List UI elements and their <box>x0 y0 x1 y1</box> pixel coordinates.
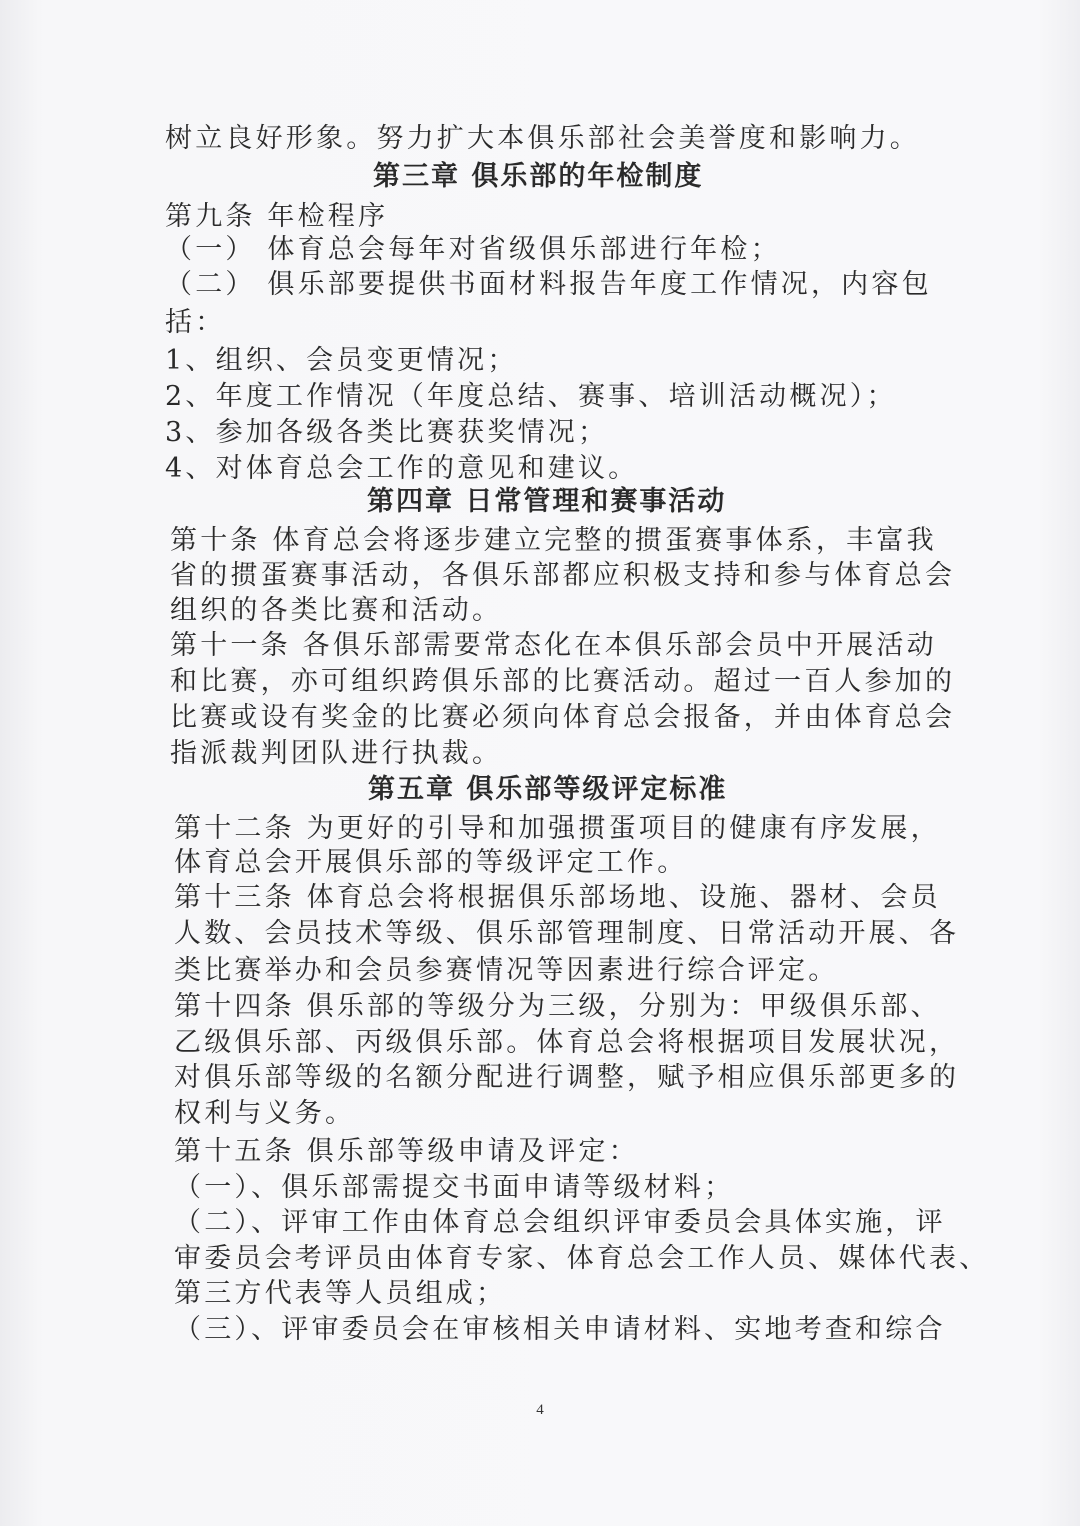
chapter5-line: 第十四条 俱乐部的等级分为三级，分别为：甲级俱乐部、 <box>174 991 941 1022</box>
chapter5-line: （一）、俱乐部需提交书面申请等级材料； <box>174 1172 735 1203</box>
chapter5-line: 权利与义务。 <box>174 1098 356 1129</box>
chapter5-line: 体育总会开展俱乐部的等级评定工作。 <box>174 847 688 878</box>
chapter3-line: 2、年度工作情况（年度总结、赛事、培训活动概况）； <box>165 381 897 412</box>
chapter4-line: 比赛或设有奖金的比赛必须向体育总会报备，并由体育总会 <box>170 702 956 733</box>
chapter4-line: 组织的各类比赛和活动。 <box>170 595 503 626</box>
chapter4-line: 和比赛，亦可组织跨俱乐部的比赛活动。超过一百人参加的 <box>170 666 956 697</box>
intro-line: 树立良好形象。努力扩大本俱乐部社会美誉度和影响力。 <box>165 123 920 154</box>
chapter5-line: 第十五条 俱乐部等级申请及评定： <box>174 1136 639 1167</box>
chapter4-line: 第十条 体育总会将逐步建立完整的掼蛋赛事体系，丰富我 <box>170 525 937 556</box>
chapter3-title: 第三章 俱乐部的年检制度 <box>373 161 704 192</box>
chapter3-line: 3、参加各级各类比赛获奖情况； <box>165 417 609 448</box>
chapter3-line: 1、组织、会员变更情况； <box>165 345 518 376</box>
chapter5-title: 第五章 俱乐部等级评定标准 <box>368 774 728 805</box>
chapter3-line: 括： <box>165 307 226 338</box>
chapter5-line: 乙级俱乐部、丙级俱乐部。体育总会将根据项目发展状况， <box>174 1027 960 1058</box>
chapter5-line: （三）、评审委员会在审核相关申请材料、实地考查和综合 <box>174 1314 946 1345</box>
chapter4-title: 第四章 日常管理和赛事活动 <box>367 486 727 517</box>
chapter4-line: 第十一条 各俱乐部需要常态化在本俱乐部会员中开展活动 <box>170 630 937 661</box>
chapter5-line: 对俱乐部等级的名额分配进行调整，赋予相应俱乐部更多的 <box>174 1062 960 1093</box>
chapter5-line: 第十二条 为更好的引导和加强掼蛋项目的健康有序发展， <box>174 813 941 844</box>
chapter5-line: （二）、评审工作由体育总会组织评审委员会具体实施，评 <box>174 1207 946 1238</box>
chapter3-line: （二） 俱乐部要提供书面材料报告年度工作情况，内容包 <box>165 269 932 300</box>
chapter5-line: 第十三条 体育总会将根据俱乐部场地、设施、器材、会员 <box>174 882 941 913</box>
page-number: 4 <box>536 1402 544 1418</box>
chapter4-line: 指派裁判团队进行执裁。 <box>170 738 503 769</box>
chapter4-line: 省的掼蛋赛事活动，各俱乐部都应积极支持和参与体育总会 <box>170 560 956 591</box>
chapter3-line: 第九条 年检程序 <box>165 201 389 232</box>
chapter3-line: 4、对体育总会工作的意见和建议。 <box>165 453 639 484</box>
chapter5-line: 第三方代表等人员组成； <box>174 1278 507 1309</box>
chapter3-line: （一） 体育总会每年对省级俱乐部进行年检； <box>165 234 781 265</box>
chapter5-line: 类比赛举办和会员参赛情况等因素进行综合评定。 <box>174 955 839 986</box>
chapter5-line: 人数、会员技术等级、俱乐部管理制度、日常活动开展、各 <box>174 918 960 949</box>
chapter5-line: 审委员会考评员由体育专家、体育总会工作人员、媒体代表、 <box>174 1243 990 1274</box>
